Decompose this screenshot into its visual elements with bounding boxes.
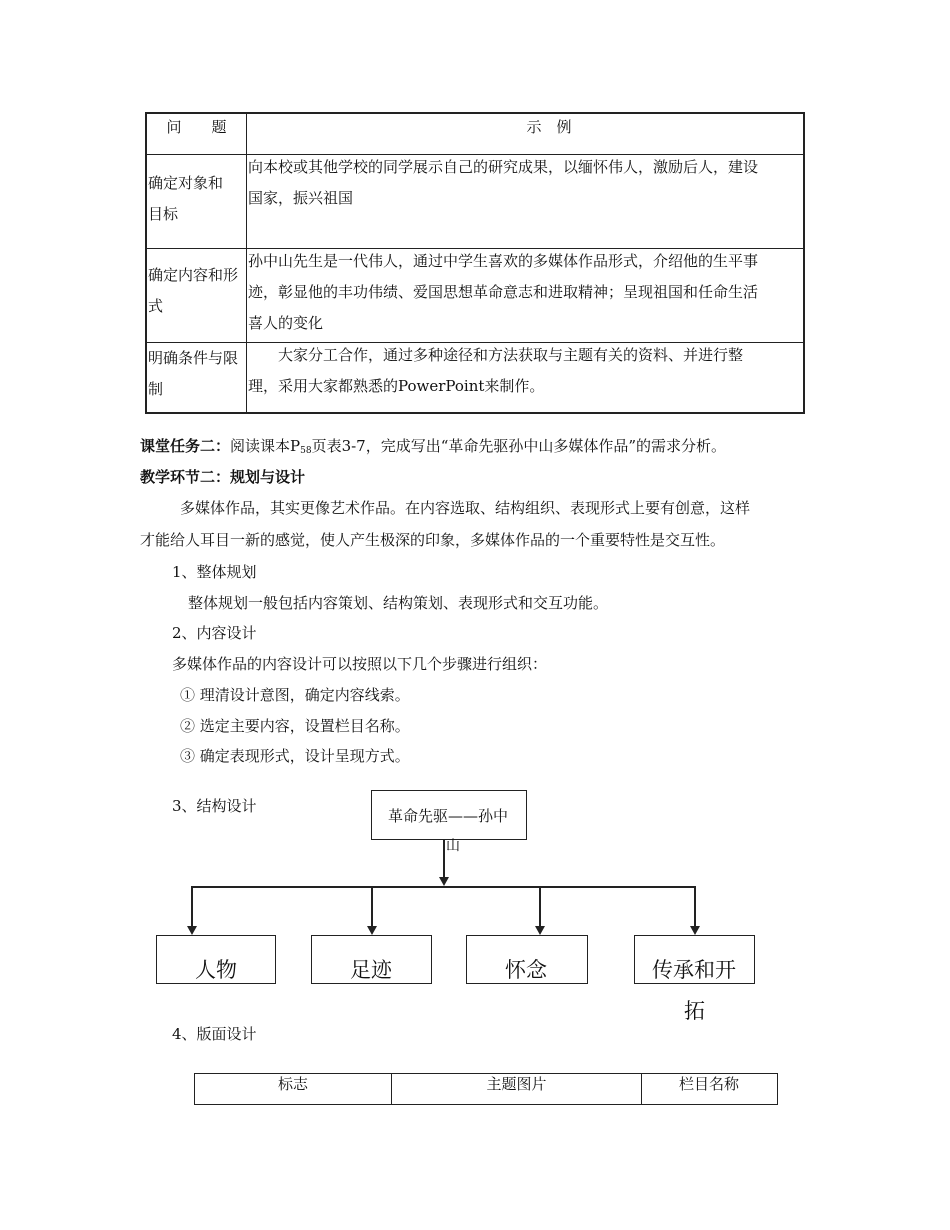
chart-child-node: 怀念 bbox=[466, 935, 588, 984]
intro-line-2: 才能给人耳目一新的感觉，使人产生极深的印象，多媒体作品的一个重要特性是交互性。 bbox=[140, 531, 726, 549]
step-3: ③ 确定表现形式，设计呈现方式。 bbox=[180, 747, 410, 765]
item3-title: 3、结构设计 bbox=[172, 797, 257, 815]
chart-child-node: 传承和开 bbox=[634, 935, 755, 984]
table-row-2-example: 孙中山先生是一代伟人，通过中学生喜欢的多媒体作品形式，介绍他的生平事 迹，彰显他的丰功伟绩、爱国思想革命意志和进取精神；呈现祖国和任命生活 喜人的变化 bbox=[248, 252, 759, 332]
table-row-2-question: 确定内容和形 式 bbox=[148, 266, 239, 315]
chart-connector bbox=[371, 886, 373, 926]
chart-arrow-head bbox=[439, 877, 449, 886]
table-header-question: 问 题 bbox=[166, 118, 227, 136]
chart-arrow-head bbox=[187, 926, 197, 935]
task2-label: 课堂任务二： bbox=[140, 437, 231, 455]
table-header-example: 示 例 bbox=[526, 118, 572, 136]
layout-cell-theme-image: 主题图片 bbox=[486, 1075, 547, 1093]
table-row-3-question: 明确条件与限 制 bbox=[148, 349, 239, 398]
chart-root-node bbox=[371, 790, 527, 840]
item1-text: 整体规划一般包括内容策划、结构策划、表现形式和交互功能。 bbox=[188, 594, 609, 612]
chart-arrow-head bbox=[367, 926, 377, 935]
layout-design-table bbox=[194, 1073, 778, 1105]
chart-connector bbox=[191, 886, 193, 926]
chart-child-node: 人物 bbox=[156, 935, 276, 984]
item4-title: 4、版面设计 bbox=[172, 1025, 257, 1043]
layout-cell-logo: 标志 bbox=[277, 1075, 308, 1093]
step-1: ① 理清设计意图，确定内容线索。 bbox=[180, 686, 410, 704]
chart-root-label-overflow: 山 bbox=[446, 838, 460, 854]
needs-analysis-table bbox=[145, 112, 805, 414]
item1-title: 1、整体规划 bbox=[172, 563, 257, 581]
table-row-3-example: 大家分工合作，通过多种途径和方法获取与主题有关的资料、并进行整 理，采用大家都熟悉的PowerPoint来制作。 bbox=[248, 346, 744, 395]
item2-title: 2、内容设计 bbox=[172, 624, 257, 642]
section2-title: 教学环节二：规划与设计 bbox=[140, 468, 306, 486]
chart-connector bbox=[539, 886, 541, 926]
chart-horizontal-bar bbox=[191, 886, 695, 888]
chart-arrow-head bbox=[690, 926, 700, 935]
chart-connector bbox=[694, 886, 696, 926]
table-row-1-example: 向本校或其他学校的同学展示自己的研究成果，以缅怀伟人，激励后人，建设 国家，振兴祖国 bbox=[248, 158, 759, 207]
chart-child-node: 足迹 bbox=[311, 935, 432, 984]
table-column-divider bbox=[246, 114, 247, 412]
item2-text: 多媒体作品的内容设计可以按照以下几个步骤进行组织： bbox=[172, 655, 548, 673]
table-row-1-question: 确定对象和 目标 bbox=[148, 174, 224, 223]
chart-child-label-overflow: 拓 bbox=[684, 999, 705, 1023]
intro-line-1: 多媒体作品，其实更像艺术作品。在内容选取、结构组织、表现形式上要有创意，这样 bbox=[180, 499, 751, 517]
task2-paragraph: 课堂任务二：阅读课本P58页表3-7，完成写出“革命先驱孙中山多媒体作品”的需求分析。 bbox=[140, 437, 727, 456]
chart-connector bbox=[443, 840, 445, 878]
step-2: ② 选定主要内容，设置栏目名称。 bbox=[180, 717, 410, 735]
chart-arrow-head bbox=[535, 926, 545, 935]
layout-cell-column-names: 栏目名称 bbox=[678, 1075, 739, 1093]
chart-root-label: 革命先驱——孙中 bbox=[388, 807, 509, 825]
